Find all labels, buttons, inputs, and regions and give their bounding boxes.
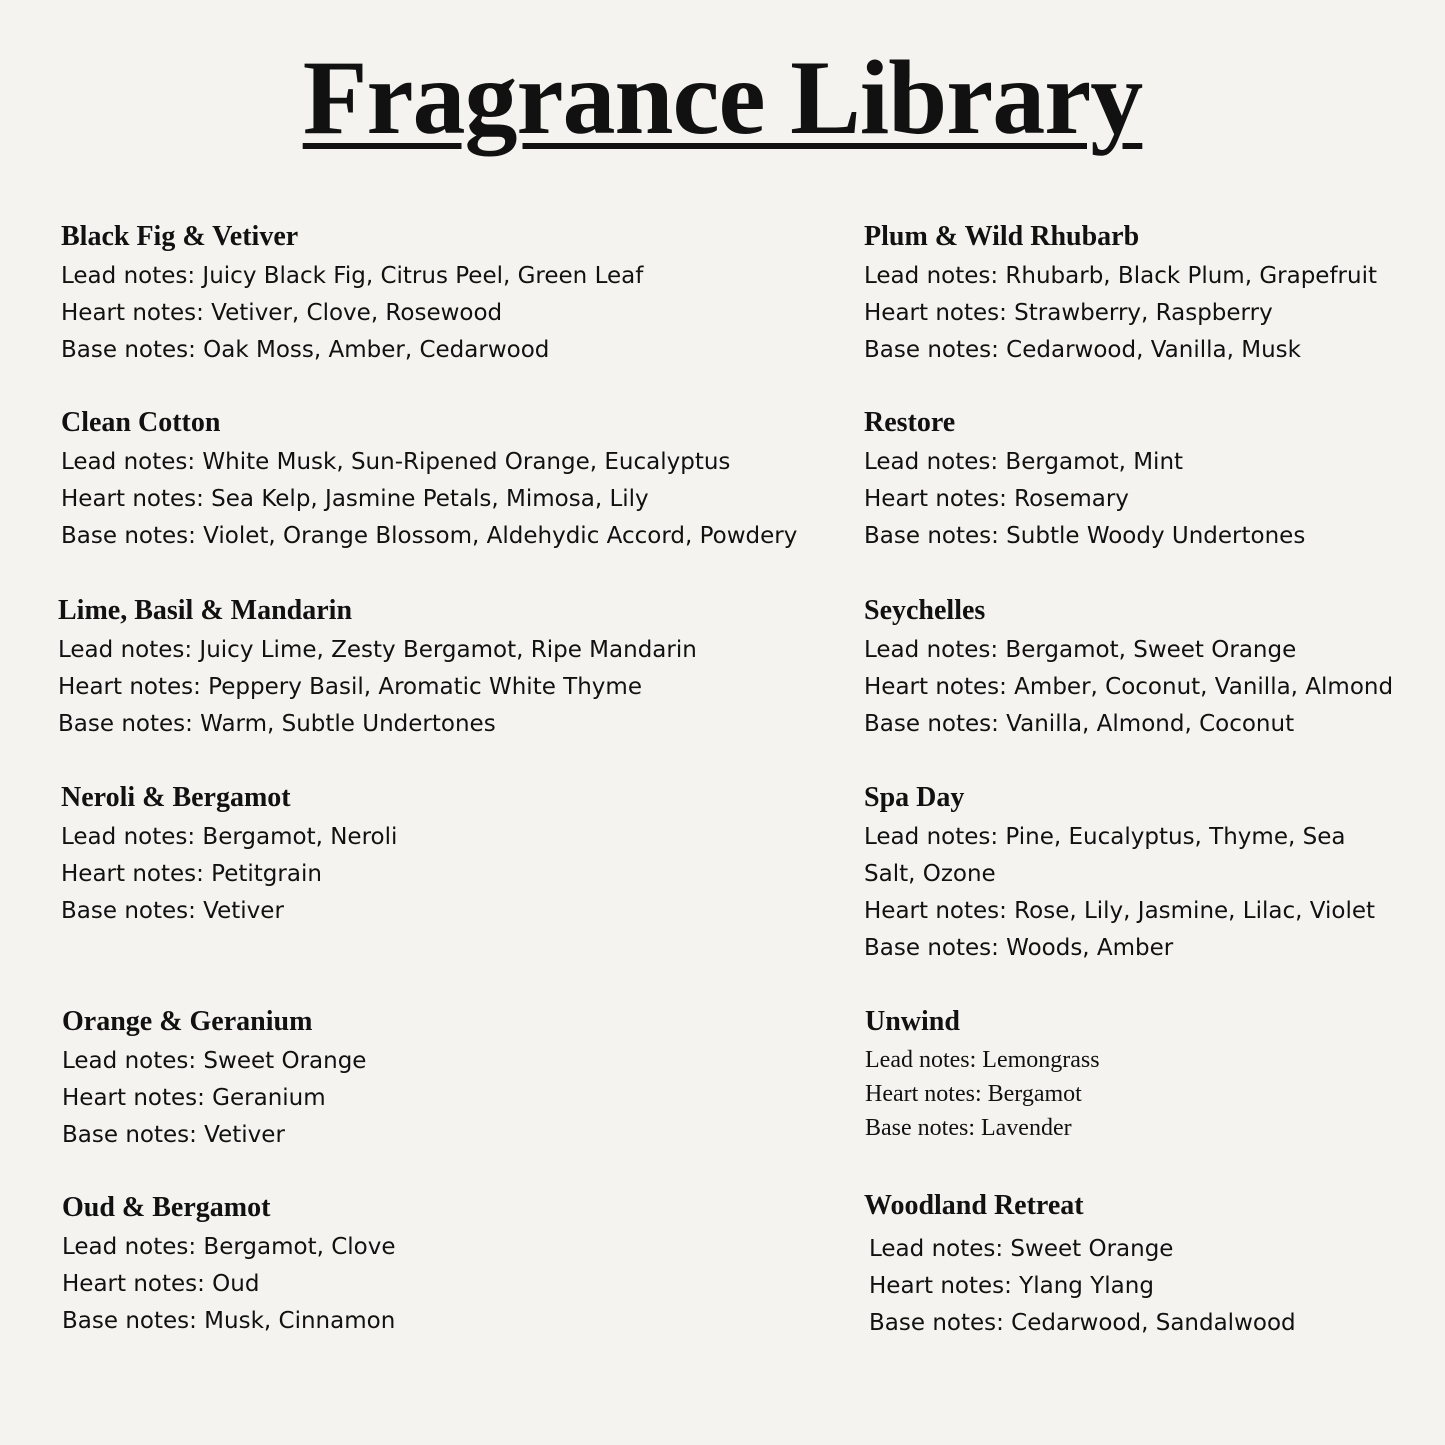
lead-notes: Lead notes: Bergamot, Sweet Orange	[864, 637, 1297, 663]
fragrance-entry	[864, 1189, 1424, 1342]
heart-notes: Heart notes: Peppery Basil, Aromatic White Thyme	[58, 674, 642, 700]
fragrance-name: Seychelles	[864, 595, 986, 626]
heart-notes: Heart notes: Petitgrain	[61, 861, 322, 887]
fragrance-name: Unwind	[865, 1006, 960, 1037]
base-notes: Base notes: Warm, Subtle Undertones	[58, 711, 496, 737]
lead-notes: Lead notes: Pine, Eucalyptus, Thyme, Sea Salt, Ozone	[864, 824, 1346, 887]
heart-notes: Heart notes: Ylang Ylang	[869, 1273, 1154, 1299]
heart-notes: Heart notes: Oud	[62, 1271, 260, 1297]
fragrance-entry	[864, 220, 1424, 369]
lead-notes: Lead notes: Lemongrass	[865, 1047, 1100, 1073]
base-notes: Base notes: Lavender	[865, 1115, 1072, 1141]
fragrance-entry	[865, 1005, 1425, 1145]
fragrance-name: Clean Cotton	[61, 407, 221, 438]
fragrance-name: Plum & Wild Rhubarb	[864, 221, 1140, 252]
base-notes: Base notes: Musk, Cinnamon	[62, 1308, 396, 1334]
fragrance-name: Woodland Retreat	[864, 1190, 1084, 1221]
fragrance-name: Oud & Bergamot	[62, 1192, 271, 1223]
fragrance-name: Orange & Geranium	[62, 1006, 313, 1037]
fragrance-entry	[61, 781, 821, 930]
fragrance-name: Spa Day	[864, 782, 965, 813]
fragrance-entry	[61, 406, 821, 555]
fragrance-entry	[864, 406, 1424, 555]
heart-notes: Heart notes: Strawberry, Raspberry	[864, 300, 1273, 326]
heart-notes: Heart notes: Rosemary	[864, 486, 1129, 512]
base-notes: Base notes: Woods, Amber	[864, 935, 1174, 961]
base-notes: Base notes: Vanilla, Almond, Coconut	[864, 711, 1295, 737]
lead-notes: Lead notes: Sweet Orange	[869, 1236, 1174, 1262]
lead-notes: Lead notes: Bergamot, Neroli	[61, 824, 398, 850]
lead-notes: Lead notes: Juicy Lime, Zesty Bergamot, Ripe Mandarin	[58, 637, 697, 663]
page-title: Fragrance Library	[302, 39, 1143, 156]
base-notes: Base notes: Subtle Woody Undertones	[864, 523, 1306, 549]
heart-notes: Heart notes: Vetiver, Clove, Rosewood	[61, 300, 503, 326]
fragrance-entry	[58, 594, 818, 743]
lead-notes: Lead notes: White Musk, Sun-Ripened Orange, Eucalyptus	[61, 449, 731, 475]
lead-notes: Lead notes: Sweet Orange	[62, 1048, 367, 1074]
heart-notes: Heart notes: Amber, Coconut, Vanilla, Almond	[864, 674, 1394, 700]
base-notes: Base notes: Violet, Orange Blossom, Aldehydic Accord, Powdery	[61, 523, 798, 549]
fragrance-name: Black Fig & Vetiver	[61, 221, 299, 252]
base-notes: Base notes: Cedarwood, Vanilla, Musk	[864, 337, 1301, 363]
fragrance-name: Neroli & Bergamot	[61, 782, 291, 813]
fragrance-name: Restore	[864, 407, 956, 438]
base-notes: Base notes: Cedarwood, Sandalwood	[869, 1310, 1296, 1336]
fragrance-name: Lime, Basil & Mandarin	[58, 595, 353, 626]
heart-notes: Heart notes: Sea Kelp, Jasmine Petals, Mimosa, Lily	[61, 486, 649, 512]
lead-notes: Lead notes: Juicy Black Fig, Citrus Peel, Green Leaf	[61, 263, 644, 289]
fragrance-entry	[864, 781, 1404, 967]
fragrance-entry	[62, 1005, 822, 1154]
base-notes: Base notes: Oak Moss, Amber, Cedarwood	[61, 337, 550, 363]
lead-notes: Lead notes: Bergamot, Clove	[62, 1234, 396, 1260]
heart-notes: Heart notes: Bergamot	[865, 1081, 1082, 1107]
fragrance-entry	[62, 1191, 822, 1340]
lead-notes: Lead notes: Rhubarb, Black Plum, Grapefruit	[864, 263, 1377, 289]
fragrance-entry	[864, 594, 1424, 743]
base-notes: Base notes: Vetiver	[62, 1122, 285, 1148]
lead-notes: Lead notes: Bergamot, Mint	[864, 449, 1184, 475]
heart-notes: Heart notes: Geranium	[62, 1085, 326, 1111]
base-notes: Base notes: Vetiver	[61, 898, 284, 924]
heart-notes: Heart notes: Rose, Lily, Jasmine, Lilac, Violet	[864, 898, 1375, 924]
fragrance-entry	[61, 220, 821, 369]
